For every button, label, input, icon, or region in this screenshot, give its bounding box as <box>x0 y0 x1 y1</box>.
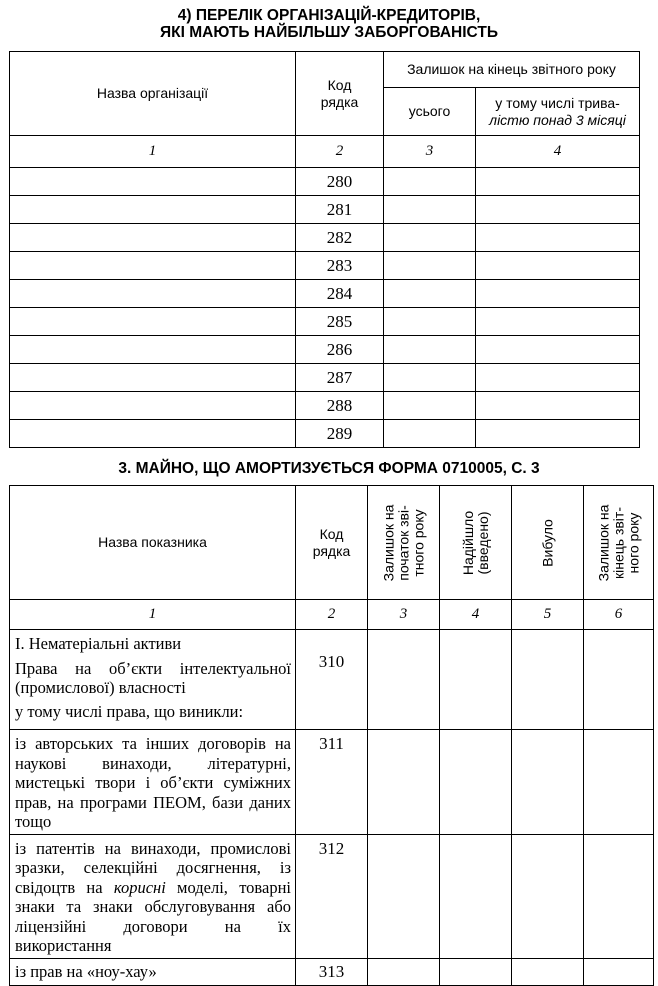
table-row <box>10 364 640 392</box>
value-cell[interactable] <box>512 958 584 985</box>
table-row <box>10 730 654 835</box>
row-code: 288 <box>296 392 384 420</box>
over-3-months-cell[interactable] <box>476 392 640 420</box>
row-code: 282 <box>296 224 384 252</box>
over-3-months-cell[interactable] <box>476 168 640 196</box>
value-cell[interactable] <box>584 834 654 958</box>
row-code: 286 <box>296 336 384 364</box>
header-balance-start-line2: початок зві- <box>395 504 411 581</box>
total-cell[interactable] <box>384 420 476 448</box>
amortized-property-table <box>9 485 654 986</box>
indicator-subtext: у тому числі права, що виникли: <box>15 701 244 721</box>
value-cell[interactable] <box>584 730 654 835</box>
over-3-months-cell[interactable] <box>476 336 640 364</box>
column-number-row <box>10 136 640 168</box>
col-number-6: 6 <box>584 600 654 630</box>
row-code: 281 <box>296 196 384 224</box>
header-balance-end-line1: Залишок на <box>595 504 611 581</box>
value-cell[interactable] <box>368 630 440 730</box>
over-3-months-cell[interactable] <box>476 420 640 448</box>
col-number-2: 2 <box>296 600 368 630</box>
row-code: 283 <box>296 252 384 280</box>
row-code: 311 <box>296 730 368 835</box>
table-row <box>10 958 654 985</box>
col-number-3: 3 <box>368 600 440 630</box>
header-balance-end-line3: ного року <box>625 512 641 573</box>
total-cell[interactable] <box>384 168 476 196</box>
total-cell[interactable] <box>384 336 476 364</box>
value-cell[interactable] <box>368 834 440 958</box>
over-3-months-cell[interactable] <box>476 196 640 224</box>
indicator-text <box>10 834 296 958</box>
header-received <box>440 486 512 600</box>
row-code: 280 <box>296 168 384 196</box>
indicator-text-part1: із патентів на винаходи, промислові зразки, селекційні досягнення, із свідоцтв на <box>15 838 291 897</box>
indicator-text-italic: корисні <box>113 877 166 897</box>
header-balance-start-line3: тного року <box>410 508 426 577</box>
table-row <box>10 224 640 252</box>
col-number-4: 4 <box>476 136 640 168</box>
header-balance-end: Залишок на кінець звітного року <box>384 52 640 88</box>
creditors-title-line2: ЯКІ МАЮТЬ НАЙБІЛЬШУ ЗАБОРГОВАНІСТЬ <box>160 24 498 41</box>
value-cell[interactable] <box>368 730 440 835</box>
amortized-property-title: 3. МАЙНО, ЩО АМОРТИЗУЄТЬСЯ ФОРМА 0710005, С. 3 <box>118 460 540 477</box>
indicator-cell <box>10 630 296 730</box>
header-received-text <box>461 510 491 574</box>
col-number-3: 3 <box>384 136 476 168</box>
org-name-cell[interactable] <box>10 336 296 364</box>
row-code: 289 <box>296 420 384 448</box>
org-name-cell[interactable] <box>10 308 296 336</box>
indicator-text: із прав на «ноу-хау» <box>10 958 296 985</box>
row-code: 287 <box>296 364 384 392</box>
col-number-4: 4 <box>440 600 512 630</box>
table-row <box>10 196 640 224</box>
header-received-line2: (введено) <box>474 511 491 574</box>
total-cell[interactable] <box>384 252 476 280</box>
header-balance-start-text <box>381 504 426 581</box>
column-number-row <box>10 600 654 630</box>
value-cell[interactable] <box>584 958 654 985</box>
indicator-text: Права на об’єкти інтелектуальної (промислової) власності <box>15 658 291 697</box>
row-code: 313 <box>296 958 368 985</box>
creditors-title-line1: 4) ПЕРЕЛІК ОРГАНІЗАЦІЙ-КРЕДИТОРІВ, <box>177 7 481 24</box>
creditors-table <box>9 51 640 448</box>
header-total: усього <box>384 88 476 136</box>
value-cell[interactable] <box>440 958 512 985</box>
table-row <box>10 834 654 958</box>
org-name-cell[interactable] <box>10 364 296 392</box>
value-cell[interactable] <box>440 730 512 835</box>
table-row <box>10 392 640 420</box>
table-row <box>10 168 640 196</box>
total-cell[interactable] <box>384 308 476 336</box>
over-3-months-cell[interactable] <box>476 224 640 252</box>
total-cell[interactable] <box>384 280 476 308</box>
total-cell[interactable] <box>384 364 476 392</box>
section-heading: І. Нематеріальні активи <box>15 634 182 653</box>
value-cell[interactable] <box>440 630 512 730</box>
indicator-text: із авторських та інших договорів на наукові винаходи, літературні, мистецькі твори і об’єкти суміжних прав, на програми ПЕОМ, бази даних тощо <box>10 730 296 835</box>
value-cell[interactable] <box>368 958 440 985</box>
org-name-cell[interactable] <box>10 392 296 420</box>
org-name-cell[interactable] <box>10 168 296 196</box>
col-number-2: 2 <box>296 136 384 168</box>
over-3-months-cell[interactable] <box>476 252 640 280</box>
value-cell[interactable] <box>512 834 584 958</box>
header-disposed-text: Вибуло <box>539 518 555 567</box>
header-code: Код рядка <box>296 52 384 136</box>
header-disposed <box>512 486 584 600</box>
header-org-name: Назва організації <box>10 52 296 136</box>
header-indicator-name: Назва показника <box>10 486 296 600</box>
row-code: 312 <box>296 834 368 958</box>
header-balance-start-line1: Залишок на <box>380 504 396 581</box>
creditors-title <box>0 7 658 41</box>
total-cell[interactable] <box>384 224 476 252</box>
header-received-line1: Надійшло <box>459 510 476 575</box>
value-cell[interactable] <box>440 834 512 958</box>
indicator-text-part2: моделі, товарні знаки та знаки обслуговування або ліцензійні договори на їх використання <box>15 877 291 955</box>
table-row <box>10 630 654 730</box>
header-code: Код рядка <box>296 486 368 600</box>
over-3-months-cell[interactable] <box>476 308 640 336</box>
over-3-months-cell[interactable] <box>476 364 640 392</box>
value-cell[interactable] <box>584 630 654 730</box>
header-balance-end <box>584 486 654 600</box>
total-cell[interactable] <box>384 196 476 224</box>
table-row <box>10 420 640 448</box>
org-name-cell[interactable] <box>10 196 296 224</box>
org-name-cell[interactable] <box>10 224 296 252</box>
value-cell[interactable] <box>512 630 584 730</box>
header-incl-line1: у тому числі трива- <box>495 94 620 111</box>
col-number-1: 1 <box>10 600 296 630</box>
header-incl-over-3-months <box>476 88 640 136</box>
row-code: 310 <box>296 630 368 730</box>
header-balance-start <box>368 486 440 600</box>
col-number-5: 5 <box>512 600 584 630</box>
org-name-cell[interactable] <box>10 252 296 280</box>
header-balance-end-line2: кінець звіт- <box>610 506 626 579</box>
header-balance-end-text <box>596 504 641 581</box>
value-cell[interactable] <box>512 730 584 835</box>
table-row <box>10 308 640 336</box>
table-row <box>10 252 640 280</box>
total-cell[interactable] <box>384 392 476 420</box>
col-number-1: 1 <box>10 136 296 168</box>
row-code: 284 <box>296 280 384 308</box>
row-code: 285 <box>296 308 384 336</box>
org-name-cell[interactable] <box>10 420 296 448</box>
org-name-cell[interactable] <box>10 280 296 308</box>
table-row <box>10 280 640 308</box>
header-incl-line2: лістю понад 3 місяці <box>489 111 626 128</box>
table-row <box>10 336 640 364</box>
over-3-months-cell[interactable] <box>476 280 640 308</box>
